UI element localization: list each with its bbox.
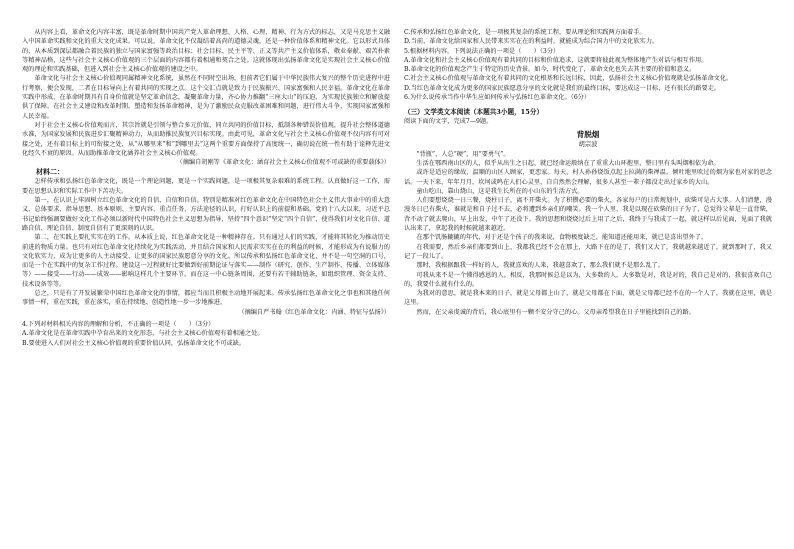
story-paragraph: 在那个饥肠辘辘的年代，对于还是个孩子的我来说，食物极度缺乏，能知道还能用来，就已是喜出望外了。 xyxy=(416,234,708,242)
material-heading: 材料二： xyxy=(36,167,64,177)
question-stem: 4.下列对材料相关内容的理解和分析，不正确的一项是（ ）（3分） xyxy=(22,320,215,328)
left-column xyxy=(22,28,390,348)
story-paragraph: “背瓶”，人总“硬”，用“要勇气”。 xyxy=(416,150,510,158)
question-option: A.革命文化和社会主义核心价值观有着共同的目标和价值追求，这就要将彼此视为整体地产生对话与相互作用。 xyxy=(404,56,708,64)
question-option: B.革命文化的价值观念产生于特定的历史背景。如今，时代变化了，革命文化也失去其主要的价值和意义。 xyxy=(404,66,696,74)
story-paragraph: 然而，在父亲虔诚的背后，我心底里有一颗不安分守己的心。父母亲希望我在日子里能找到自己的路。 xyxy=(416,308,695,316)
question-option: C.社会主义核心价值观与革命文化有着共同的文化根基和长远目标，因此，弘扬社会主义核心价值观就是弘扬革命文化。 xyxy=(404,75,733,83)
passage-paragraph: 总之，只是有了开发展繁荣中国红色革命文化的事情，都应当而且积极主动地开展起来。传承弘扬红色革命文化之事也和其他任何事情一样，重在实践，重在落实，重在持续地、创造性地一步一步地推进。 xyxy=(22,290,390,307)
question-option: B.要使进入人们对社会主义核心价值观的重要价值认同，弘扬革命文化不可或缺。 xyxy=(22,339,246,347)
passage-paragraph: 从内容上看，革命文化内容丰富，既是革命时期中国共产党人革命理想、人格、心理、精神、行为方式的标志，又是马克思主义融入中国革命实践和文化的重大文化成果。可以说，革命文化不仅凝结着高尚的道德灵魂，还是一种价值体系和精神文化。它以形式具体的，从本质到深层都融合着民族的独立与国家富强等政治目标；社会目标、民主平等、正义等共产主义价值体系，敬业奉献、艰苦朴素等精神品格，这些与社会主义核心价值观的三个层面的内容都有着相通和契合之处。这就体现出弘扬革命文化是实现社会主义核心价值观的理论和实践基础，但进入到社会主义核心价值观的建设之中。 xyxy=(22,29,390,74)
question-option: D.当红色革命文化成为更多的国家民族愿意分享的文化就是我们的最终目标，要达成这一目标，还有很长的路要走。 xyxy=(404,84,721,92)
story-paragraph: 人们要想烧烧一日三餐，烧柱日子，离不开柴火。为了积攒必要的柴火，各家每户的日常规划中，砍柴可是占大事。人们清楚，漫漫冬日已有柴火，谁就是和自子过不去，必将遭到乡亲们的嘲笑。我一个人里，我是以现在砍柴的日子为了，总觉得父辈是一直背柴，背不动了就去爬山，早上出发，中午了还没下。我的思想和烧烧过后上用了之后，我终于与我成了一起，就这样以后见面，见面了我就认出来了，拿起我的时候就越来越近。 xyxy=(404,197,772,233)
story-paragraph: 或许是适应的缘故，温顺的山区人顾家，更恋家。每天，村人孙孙烧饭点起上拉满的柴禅温，倾吐地里吹过的烟为家也对家的思念话。一天下来，年年月月，坎坷或鸣在人们心灵里，自自然然会理解，很多人甚至一辈子都没走出过家乡的大山。 xyxy=(404,169,772,186)
story-paragraph: 在我需要，然后乡亲们都要到山上，我都我已经不会在那上，大路下在的是了，我们又大了，我就越来越近了，就到那时了，我又记了一段儿了。 xyxy=(404,243,772,260)
story-paragraph: 生活在鄂西南山区的人，似乎从出生之日起，就已经命运般纳在了重重大山环抱里，整日里有头叫烟相依为命。 xyxy=(416,159,720,167)
story-paragraph: 为我对的意思，就是我本来的日子，就是父母都上山了，就是父母都在下面，就是父母都已经不在的一个人了，我就在这里，就是这里。 xyxy=(404,290,772,307)
story-paragraph: 童山吃山，靠山烧山，这是我生长所在的小山东的生活方式。 xyxy=(416,187,584,195)
question-option: C.传承和弘扬红色革命文化，是一项极其复杂的系统工程，要从理论和实践两方面着手。 xyxy=(404,29,646,36)
question-stem: 6.为什么说传承当作中华生应如何传承与弘扬红色革命文化。（6分） xyxy=(404,94,591,102)
passage-paragraph: 革命文化与社会主义核心价值观同属精神文化系统，虽然在不同时空出场，但前者它们属于中华民族伟大复兴的整个历史进程中进行考察，便会发现，二者在目标导向上有着共同的实现之点。这个交汇点就是致力于民族振兴、国家富强和人民幸福。革命文化在革命实践中形成，在革命时期具有自身价值就是坚定革命信念，凝聚革命力量，齐心协力推翻“三座大山”的压迫，为实现民族独立和解放提供了保障。在社会主义建设和改革时期，塑造和发扬革命精神，是为了激励民众克服改革困难和问题，进行伟大斗争，实现国家富强和人民幸福。 xyxy=(22,75,390,120)
passage-paragraph: 第一，在认识上牢固树立红色革命文化的自信、自信和自信。特别是精准对红色革命文化在中国特色社会主义伟大事业中的重大意义、总体要求、指导思想、基本原则、主要内容、重点任务、方法途径的认识，打好认识上的前提和基础。党的十八大以来，习近平总书记始终强调要做好文化工作必须以新时代中国特色社会主义思想为指导，坚持“四个意识”坚定“四个自信”，使得我们对文化自信、道路自信、理论自信、制度自信有了更深刻的认识。 xyxy=(22,197,390,232)
story-paragraph: 可我从来不是一个懂得感恩的人。相反，我那时候总是以为，大多数的人，大多数是对，我是对的，我自己是对的，我很喜欢自己的，我要什么就有什么的。 xyxy=(404,271,772,288)
right-column xyxy=(404,28,772,317)
passage-paragraph: 对于社会主义核心价值观而言，其宗旨就是引领与整合多元价值，同立共同的价值目标，抵制各种错误价值观，提升社会整体道德水准，为国家发展和民族进步汇聚精神动力，从而助推民族复兴目标实现。由此可见，革命文化与社会主义核心价值观不仅内容有可对接之处，还有着目标上的可衔接之处，从“从哪里来”和“到哪里去”这两个重要方面保持了高度统一，确切说在统一性有助于诠释先进文化经久不衰的原因。从而助推革命文化涵养社会主义核心价值观。 xyxy=(22,121,390,157)
passage-paragraph: 怎样传承和弘扬红色革命文化，既是一个理论问题，更是一个实践问题，是一项极其复杂艰难的系统工程。认真做好这一工作，需要在思想认识和实际工作中下苦功夫。 xyxy=(22,178,390,195)
source-citation: （摘编自严书翰《红色革命文化：内涵、特征与弘扬》） xyxy=(238,308,390,316)
section-heading: （三）文学类文本阅读（本题共3小题，15分） xyxy=(404,108,544,117)
source-citation: （摘编自胡刚等《革命文化：涵育社会主义核心价值观不可或缺的重要载体》） xyxy=(176,159,390,167)
story-author: 胡宗波 xyxy=(578,139,598,148)
passage-paragraph: 第二，在实践上要扎实实在的工作。从本质上说，红色革命文化是一种精神存在。只有通过人们的实践，才能将其转化为推动历史前进的物质力量。也只有对红色革命文化持续化为实践活动，并且结合国家和人民需求实实在在的利益的时候，才能形成为有说服力的文化软实力，成为让更多的人主动接受、让更多的国家民族愿意分享的文化。所以传承和弘扬红色革命文化，并不是一句空洞的口号，而是一个在实践中的复杂工作过程。建设这一过程就好比要做到好前期论证与落实——制作（研究、创作、生产制作、传播、立体媒体等）——接受——行动——成效——影响这样几个主要环节。而在这一中心链条周围，还要有若干辅助链条，如组织管理、资金支持、技术设备等等。 xyxy=(22,234,390,288)
question-option: D.当前，革命文化给国家和人民带来实实在在的利益时，就能成为综合国力中的文化软实力。 xyxy=(404,38,659,46)
question-option: A.革命文化是在革命实践中孕育出来的文化形态，与社会主义核心价值观有着相通之处。 xyxy=(22,330,264,338)
section-instruction: 阅读下面的文字，完成7—9题。 xyxy=(404,118,493,126)
question-stem: 5.根据材料内容，下列说法正确的一项是（ ）（3分） xyxy=(404,47,560,55)
story-title: 背脱烟 xyxy=(576,129,600,139)
story-paragraph: 那时，我根据跟我一样好的人，我就喜欢的人来，我越喜欢了，那么我们就不是那么乱了。 xyxy=(416,262,664,270)
